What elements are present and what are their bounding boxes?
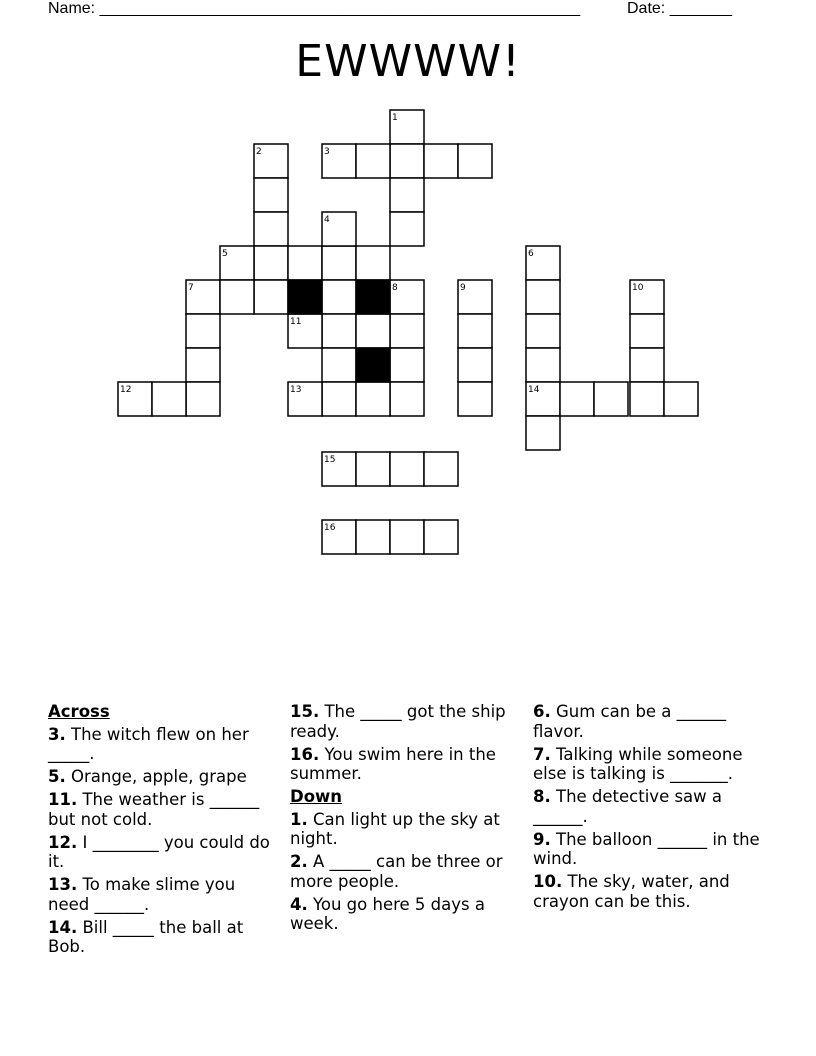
grid-cell[interactable]	[390, 382, 424, 416]
grid-cell[interactable]	[186, 382, 220, 416]
clue-number: 3.	[48, 724, 66, 744]
grid-cell[interactable]	[664, 382, 698, 416]
black-cell	[288, 280, 322, 314]
clue-item	[48, 833, 274, 872]
grid-cell[interactable]	[390, 314, 424, 348]
clue-item	[290, 852, 518, 891]
black-cell	[356, 348, 390, 382]
clue-item	[290, 745, 518, 784]
grid-cell[interactable]	[356, 452, 390, 486]
grid-cell[interactable]	[322, 382, 356, 416]
grid-cell[interactable]	[526, 348, 560, 382]
grid-cell[interactable]	[526, 314, 560, 348]
grid-cell[interactable]	[424, 452, 458, 486]
grid-cell[interactable]	[254, 178, 288, 212]
clue-number: 6.	[533, 702, 551, 721]
clue-item	[533, 787, 761, 826]
grid-cell[interactable]	[594, 382, 628, 416]
clue-item	[533, 745, 761, 784]
grid-cell[interactable]	[458, 348, 492, 382]
clue-text: The _____ got the ship ready.	[290, 702, 506, 741]
down-heading: Down	[290, 787, 343, 806]
clue-item	[533, 702, 761, 741]
clue-text: To make slime you need ______.	[48, 875, 236, 914]
grid-cell[interactable]	[186, 348, 220, 382]
grid-cell[interactable]	[390, 452, 424, 486]
clue-text: The detective saw a ______.	[533, 787, 723, 826]
grid-cell[interactable]	[322, 348, 356, 382]
cell-number: 13	[290, 385, 302, 395]
clue-number: 11.	[48, 790, 78, 809]
clue-item	[533, 872, 761, 911]
cell-number: 11	[290, 317, 302, 327]
clue-number: 8.	[533, 787, 551, 806]
grid-cell[interactable]	[630, 348, 664, 382]
clue-number: 13.	[48, 875, 78, 894]
clue-item	[290, 810, 518, 849]
clue-text: I ________ you could do it.	[48, 832, 270, 871]
clue-number: 1.	[290, 809, 308, 829]
grid-cell[interactable]	[390, 144, 424, 178]
grid-cell[interactable]	[458, 144, 492, 178]
clue-text: You go here 5 days a week.	[290, 894, 485, 933]
clue-number: 14.	[48, 917, 78, 937]
across-heading: Across	[48, 702, 110, 721]
cell-number: 8	[392, 283, 398, 293]
grid-cell[interactable]	[356, 144, 390, 178]
grid-cell[interactable]	[560, 382, 594, 416]
grid-cell[interactable]	[630, 382, 664, 416]
clue-text: The weather is ______ but not cold.	[48, 790, 260, 829]
clue-text: Can light up the sky at night.	[290, 809, 500, 848]
clue-text: You swim here in the summer.	[290, 744, 496, 783]
cell-number: 9	[460, 283, 466, 293]
clue-number: 15.	[290, 702, 320, 721]
grid-cell[interactable]	[458, 314, 492, 348]
grid-cell[interactable]	[390, 348, 424, 382]
grid-cell[interactable]	[288, 246, 322, 280]
cell-number: 14	[528, 385, 540, 395]
clue-number: 12.	[48, 832, 78, 852]
clue-column-2	[290, 702, 518, 937]
grid-cell[interactable]	[220, 280, 254, 314]
clue-text: The balloon ______ in the wind.	[533, 829, 760, 868]
clue-text: The witch flew on her _____.	[48, 724, 249, 763]
clue-item	[533, 830, 761, 869]
clue-number: 2.	[290, 852, 308, 871]
cell-number: 16	[324, 523, 336, 533]
cell-number: 10	[632, 283, 644, 293]
clue-text: A _____ can be three or more people.	[290, 852, 503, 891]
cell-number: 1	[392, 113, 398, 123]
clue-number: 5.	[48, 767, 66, 786]
clue-text: Orange, apple, grape	[65, 767, 247, 786]
grid-cell[interactable]	[356, 382, 390, 416]
clue-item	[48, 767, 274, 787]
grid-cell[interactable]	[152, 382, 186, 416]
cell-number: 15	[324, 455, 336, 465]
cell-number: 4	[324, 215, 330, 225]
clue-text: Gum can be a ______ flavor.	[533, 702, 727, 741]
grid-cell[interactable]	[186, 314, 220, 348]
clue-column-1	[48, 702, 274, 960]
cell-number: 7	[188, 283, 194, 293]
grid-cell[interactable]	[390, 178, 424, 212]
cell-number: 3	[324, 147, 330, 157]
grid-cell[interactable]	[356, 520, 390, 554]
clue-item	[290, 895, 518, 934]
cell-number: 2	[256, 147, 262, 157]
name-field-label[interactable]: Name: ______________________________________________________	[48, 0, 581, 17]
clue-item	[48, 725, 274, 764]
clue-number: 10.	[533, 872, 563, 891]
grid-cell[interactable]	[424, 144, 458, 178]
grid-cell[interactable]	[322, 314, 356, 348]
clue-number: 16.	[290, 744, 320, 764]
clue-item	[48, 875, 274, 914]
grid-cell[interactable]	[356, 314, 390, 348]
clue-number: 9.	[533, 829, 551, 849]
clue-item	[48, 918, 274, 957]
cell-number: 6	[528, 249, 534, 259]
grid-cell[interactable]	[390, 520, 424, 554]
clue-number: 7.	[533, 744, 551, 764]
grid-cell[interactable]	[254, 246, 288, 280]
grid-cell[interactable]	[322, 280, 356, 314]
clue-column-3	[533, 702, 761, 915]
date-field-label[interactable]: Date: _______	[627, 0, 732, 17]
grid-cell[interactable]	[526, 416, 560, 450]
grid-cell[interactable]	[630, 314, 664, 348]
grid-cell[interactable]	[254, 280, 288, 314]
cell-number: 5	[222, 249, 228, 259]
clue-item	[290, 702, 518, 741]
grid-cell[interactable]	[390, 212, 424, 246]
clue-number: 4.	[290, 894, 308, 914]
grid-cell[interactable]	[356, 246, 390, 280]
clue-text: Talking while someone else is talking is _______.	[533, 744, 743, 783]
grid-cell[interactable]	[526, 280, 560, 314]
page-title: EWWWW!	[295, 36, 521, 87]
grid-cell[interactable]	[254, 212, 288, 246]
black-cell	[356, 280, 390, 314]
clue-item	[48, 790, 274, 829]
grid-cell[interactable]	[322, 246, 356, 280]
grid-cell[interactable]	[424, 520, 458, 554]
cell-number: 12	[120, 385, 132, 395]
grid-cell[interactable]	[458, 382, 492, 416]
clue-text: Bill _____ the ball at Bob.	[48, 917, 244, 956]
clue-text: The sky, water, and crayon can be this.	[533, 872, 730, 911]
